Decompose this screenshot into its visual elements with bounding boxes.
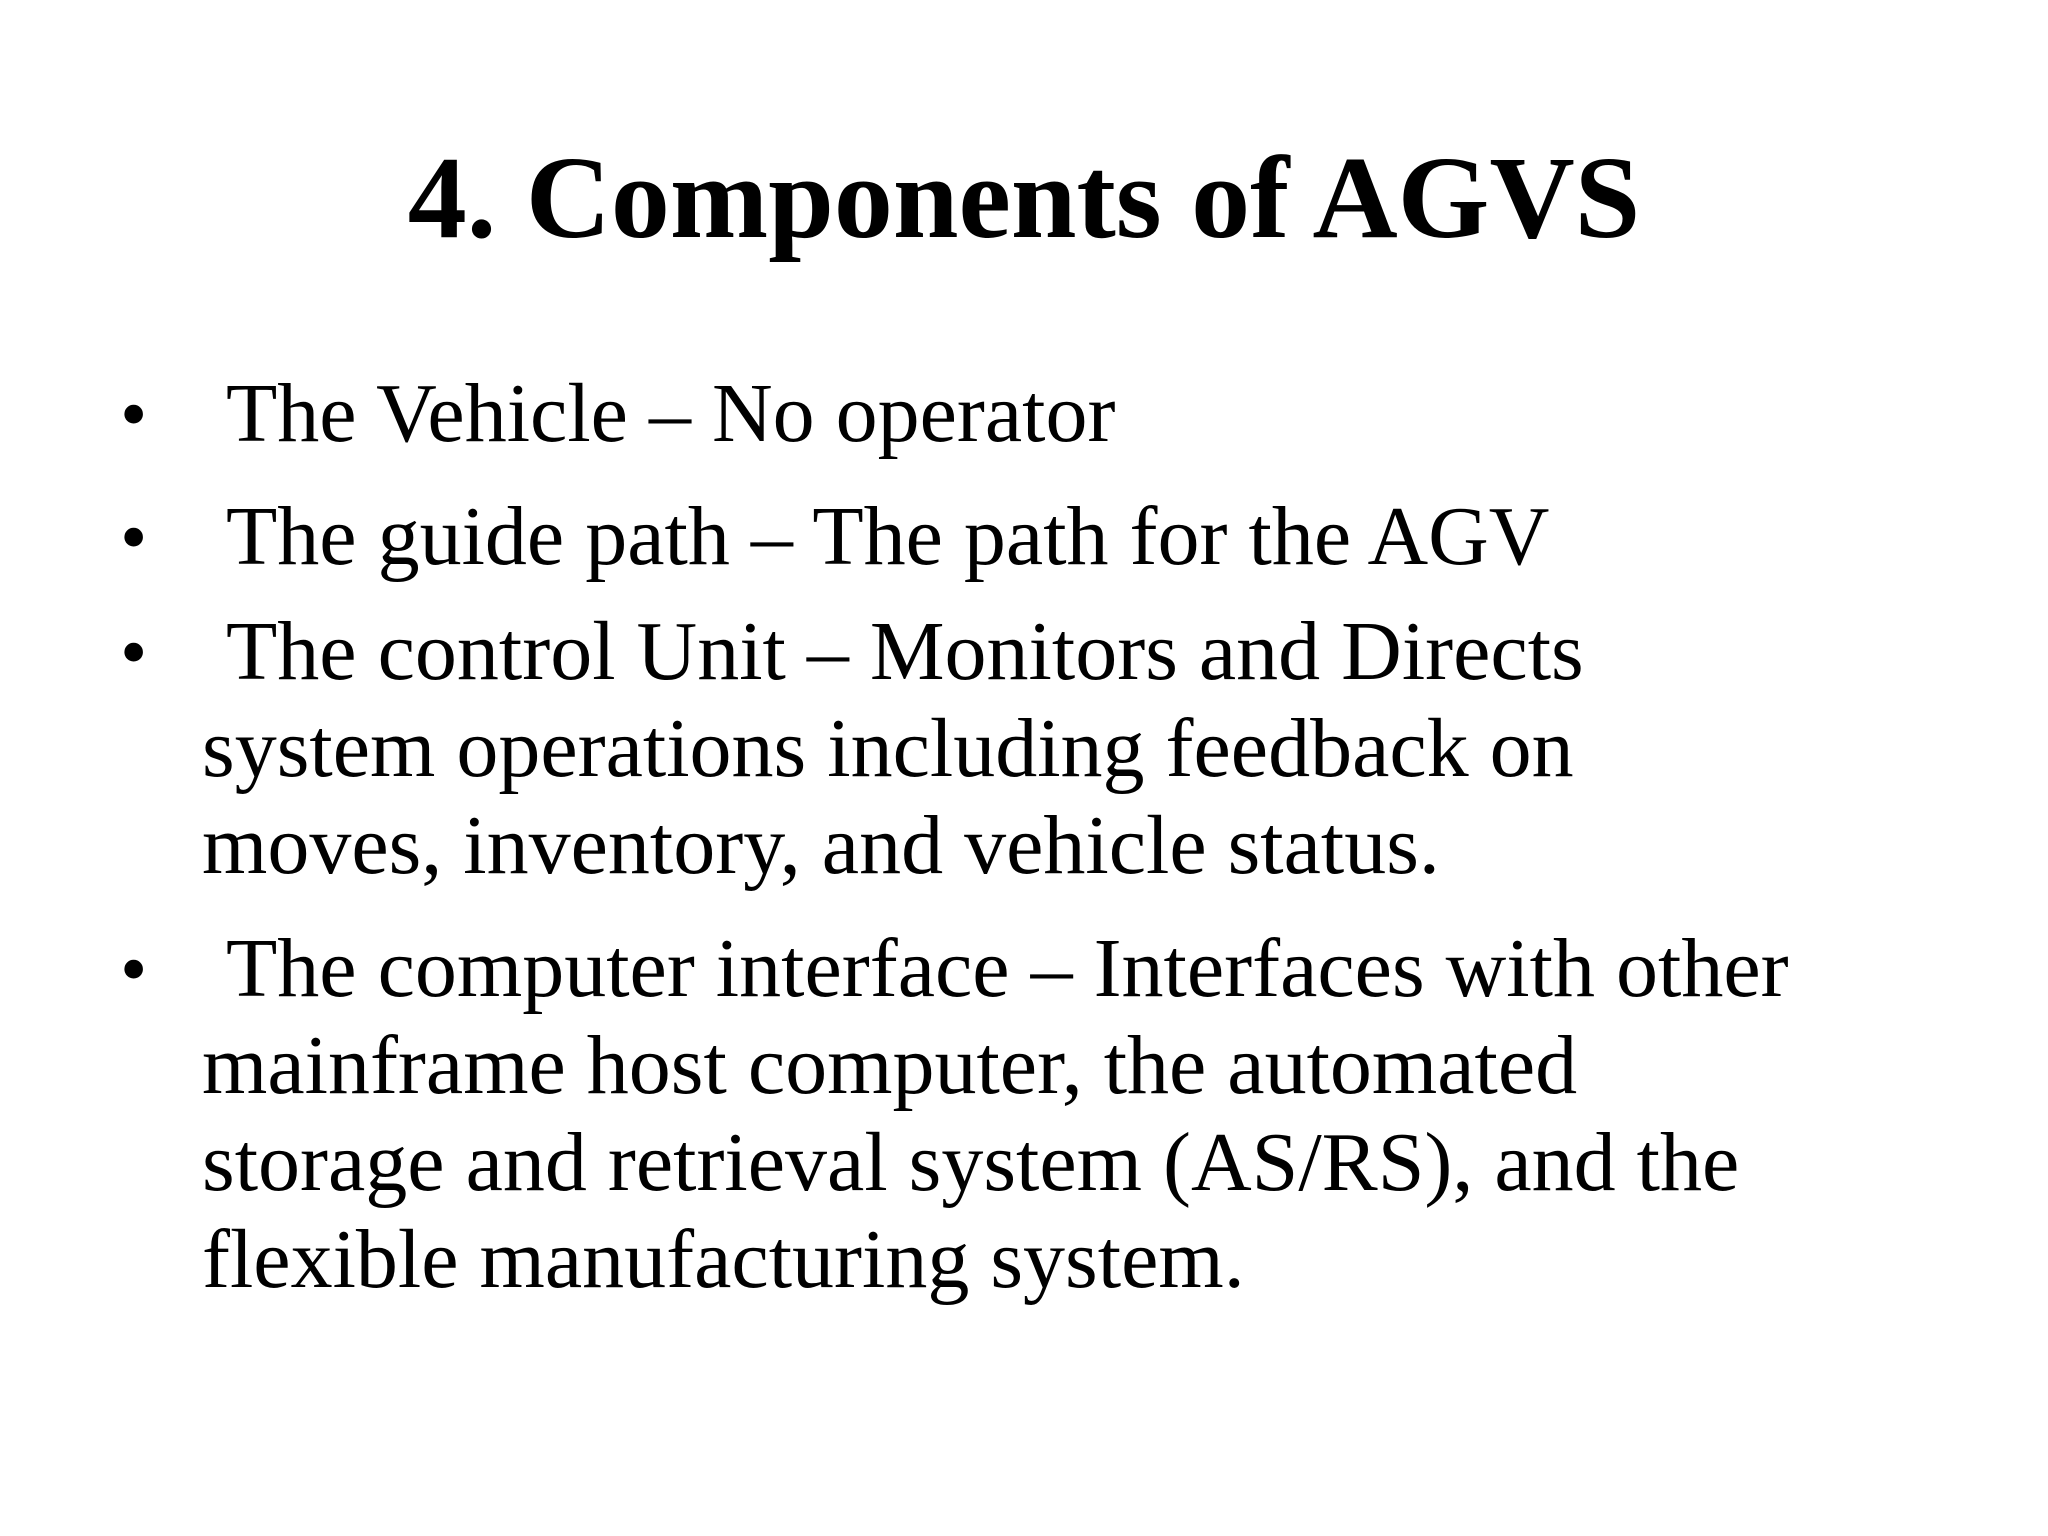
bullet-line: The control Unit – Monitors and Directs <box>226 605 1584 698</box>
bullet-text <box>202 488 2000 585</box>
bullet-line: system operations including feedback on <box>202 702 1574 795</box>
bullet-line: mainframe host computer, the automated <box>202 1019 1578 1112</box>
bullet-line: storage and retrieval system (AS/RS), and the <box>202 1116 1740 1209</box>
bullet-text <box>202 603 2000 894</box>
bullet-line: moves, inventory, and vehicle status. <box>202 799 1440 892</box>
bullet-dot-icon: • <box>120 608 148 695</box>
bullet-line: The computer interface – Interfaces with other <box>226 922 1789 1015</box>
bullet-dot-icon: • <box>120 370 148 457</box>
bullet-text <box>202 365 2000 462</box>
slide-title: 4. Components of AGVS <box>407 132 1641 263</box>
bullet-item-computer-interface <box>120 920 2000 1308</box>
bullet-line: The Vehicle – No operator <box>226 367 1116 460</box>
bullet-line: flexible manufacturing system. <box>202 1213 1245 1306</box>
bullet-item-control-unit <box>120 603 2000 894</box>
bullet-text <box>202 920 2000 1308</box>
bullet-list <box>120 365 2000 1334</box>
bullet-line: The guide path – The path for the AGV <box>226 490 1550 583</box>
bullet-dot-icon: • <box>120 493 148 580</box>
bullet-item-vehicle <box>120 365 2000 462</box>
bullet-item-guide-path <box>120 488 2000 585</box>
bullet-dot-icon: • <box>120 925 148 1012</box>
